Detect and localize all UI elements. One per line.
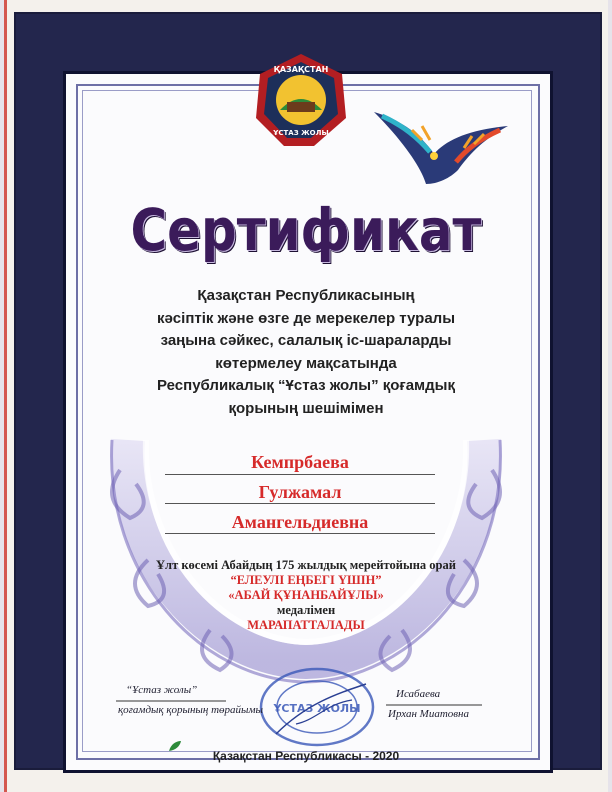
signature-right-bottom: Ирхан Миатовна — [388, 708, 470, 720]
body-line: көтермелеу мақсатында — [215, 354, 397, 372]
body-line: заңына сәйкес, салалық іс-шараларды — [160, 332, 452, 349]
foundation-logo — [254, 52, 348, 148]
eagle-icon — [372, 100, 510, 188]
logo-top-text: ҚАЗАҚСТАН — [273, 65, 329, 74]
logo-bottom-text: ҰСТАЗ ЖОЛЫ — [273, 129, 329, 137]
stamp-text: ҰСТАЗ ЖОЛЫ — [273, 702, 361, 715]
name-underline — [165, 533, 435, 534]
award-title-2: «АБАЙ ҚҰНАНБАЙҰЛЫ» — [228, 588, 384, 602]
body-line: кәсіптік және өзге де мерекелер туралы — [156, 309, 456, 327]
recipient-first-name: Гулжамал — [258, 482, 342, 502]
footer-text: Қазақстан Республикасы - 2020 — [212, 749, 400, 763]
page-edge-line — [4, 0, 7, 792]
signature-left-bottom: қоғамдық қорының төрайымы — [118, 704, 263, 716]
name-underline — [165, 503, 435, 504]
official-stamp — [256, 664, 378, 750]
body-text — [110, 285, 502, 420]
signature-right-top: Исабаева — [396, 688, 441, 700]
award-verb: МАРАПАТТАЛАДЫ — [247, 618, 365, 632]
recipient-surname: Кемпрбаева — [251, 452, 349, 472]
body-line: қорының шешімімен — [228, 399, 384, 417]
name-underline — [165, 474, 435, 475]
inner-border-thin — [82, 90, 532, 752]
award-reason: Ұлт көсемі Абайдың 175 жылдық мерейтойына орай — [156, 558, 456, 572]
signature-left-top: “Ұстаз жолы” — [126, 684, 198, 696]
award-medal: медалімен — [276, 603, 336, 617]
recipient-patronymic: Амангельдиевна — [231, 512, 369, 532]
body-line: Республикалық “Ұстаз жолы” қоғамдық — [157, 377, 455, 394]
award-title-1: “ЕЛЕУЛІ ЕҢБЕГІ ҮШІН” — [230, 573, 382, 587]
signature-line-left — [116, 698, 226, 704]
signature-line-right — [386, 702, 482, 708]
body-line: Қазақстан Республикасының — [197, 287, 415, 304]
certificate-title: Сертификат — [130, 196, 482, 264]
